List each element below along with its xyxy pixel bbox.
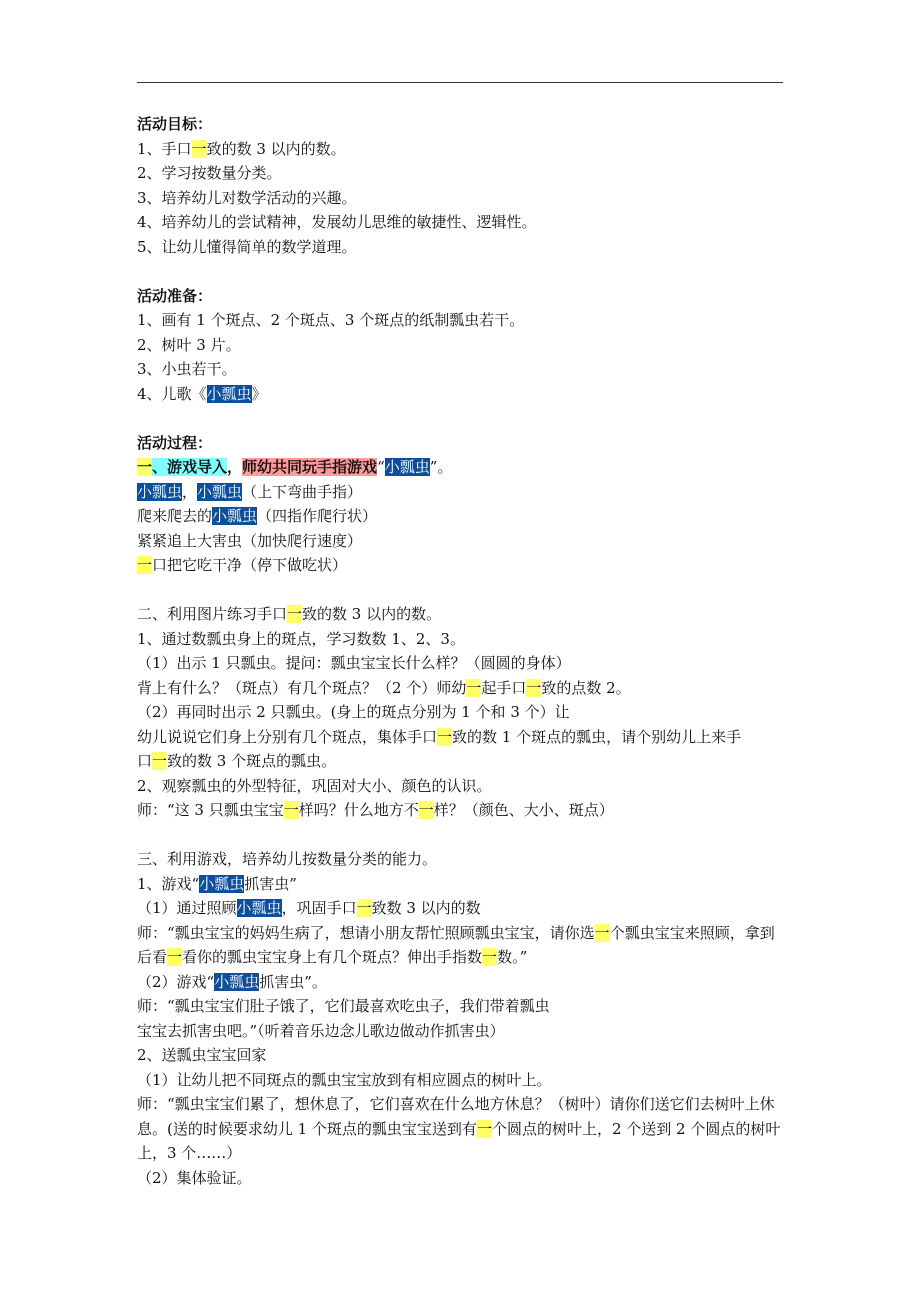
rhyme-line: 爬来爬去的小瓢虫（四指作爬行状） xyxy=(137,507,378,525)
part-three-title: 三、利用游戏，培养幼儿按数量分类的能力。 xyxy=(137,850,438,868)
part-two-title: 二、利用图片练习手口一致的数 3 以内的数。 xyxy=(137,605,442,623)
paragraph-line: 背上有什么？（斑点）有几个斑点？（2 个）师幼一起手口一致的点数 2。 xyxy=(137,678,631,697)
paragraph-line: 口一致的数 3 个斑点的瓢虫。 xyxy=(137,752,337,770)
rhyme-line: 一口把它吃干净（停下做吃状） xyxy=(137,556,348,574)
prep-item: 4、儿歌《小瓢虫》 xyxy=(137,384,267,403)
paragraph-line: 1、通过数瓢虫身上的斑点，学习数数 1、2、3。 xyxy=(137,629,465,648)
paragraph-line: 师：“瓢虫宝宝们肚子饿了，它们最喜欢吃虫子，我们带着瓢虫 xyxy=(137,997,550,1015)
rhyme-line: 小瓢虫，小瓢虫（上下弯曲手指） xyxy=(137,482,363,501)
highlight: 师幼共同玩手指游戏 xyxy=(242,458,378,476)
goal-item: 5、让幼儿懂得简单的数学道理。 xyxy=(137,237,357,256)
step-one: 一、游戏导入，师幼共同玩手指游戏“小瓢虫”。 xyxy=(137,458,453,476)
paragraph-line: 宝宝去抓害虫吧。”（听着音乐边念儿歌边做动作抓害虫） xyxy=(137,1021,505,1040)
paragraph-line: 师：“瓢虫宝宝的妈妈生病了，想请小朋友帮忙照顾瓢虫宝宝，请你选一个瓢虫宝宝来照顾，拿到后看一看你的瓢虫宝宝身上有几个斑点？伸出手指数一数。” xyxy=(137,923,775,966)
paragraph-line: （2）游戏“小瓢虫抓害虫”。 xyxy=(137,972,327,991)
paragraph-line: 幼儿说说它们身上分别有几个斑点，集体手口一致的数 1 个斑点的瓢虫，请个别幼儿上来手 xyxy=(137,727,742,746)
paragraph-line: 师：“瓢虫宝宝们累了，想休息了，它们喜欢在什么地方休息？（树叶）请你们送它们去树叶上休息。(送的时候要求幼儿 1 个斑点的瓢虫宝宝送到有一个圆点的树叶上，2 个送到 2 个圆点的树叶上，3 个……） xyxy=(137,1095,781,1162)
paragraph-line: 2、观察瓢虫的外型特征，巩固对大小、颜色的认识。 xyxy=(137,776,492,795)
prep-item: 3、小虫若干。 xyxy=(137,360,237,378)
paragraph-line: 2、送瓢虫宝宝回家 xyxy=(137,1046,267,1064)
paragraph-line: （1）让幼儿把不同斑点的瓢虫宝宝放到有相应圆点的树叶上。 xyxy=(137,1070,552,1089)
goal-item: 4、培养幼儿的尝试精神，发展幼儿思维的敏捷性、逻辑性。 xyxy=(137,213,537,231)
section-heading-process: 活动过程： xyxy=(137,433,213,452)
highlight: 、游戏导入 xyxy=(152,458,228,476)
paragraph-line: 师：“这 3 只瓢虫宝宝一样吗？什么地方不一样？（颜色、大小、斑点） xyxy=(137,801,614,819)
paragraph-line: （1）通过照顾小瓢虫，巩固手口一致数 3 以内的数 xyxy=(137,899,481,917)
goal-item: 2、学习按数量分类。 xyxy=(137,164,282,182)
highlight: 一 xyxy=(191,139,207,158)
goal-item: 1、手口一致的数 3 以内的数。 xyxy=(137,139,346,158)
paragraph-line: （1）出示 1 只瓢虫。提问：瓢虫宝宝长什么样？（圆圆的身体） xyxy=(137,654,571,672)
prep-item: 2、树叶 3 片。 xyxy=(137,335,241,354)
section-heading-preparation: 活动准备： xyxy=(137,286,213,305)
goal-item: 3、培养幼儿对数学活动的兴趣。 xyxy=(137,188,357,207)
paragraph-line: （2）集体验证。 xyxy=(137,1168,252,1187)
section-heading-goals: 活动目标： xyxy=(137,115,213,133)
paragraph-line: 1、游戏“小瓢虫抓害虫” xyxy=(137,874,297,893)
rhyme-line: 紧紧追上大害虫（加快爬行速度） xyxy=(137,531,363,550)
paragraph-line: （2）再同时出示 2 只瓢虫。(身上的斑点分别为 1 个和 3 个）让 xyxy=(137,703,570,721)
header-rule xyxy=(137,82,783,83)
highlight: 小瓢虫 xyxy=(384,458,430,476)
document-body xyxy=(137,112,787,1190)
prep-item: 1、画有 1 个斑点、2 个斑点、3 个斑点的纸制瓢虫若干。 xyxy=(137,311,525,329)
highlight: 小瓢虫 xyxy=(206,384,252,403)
